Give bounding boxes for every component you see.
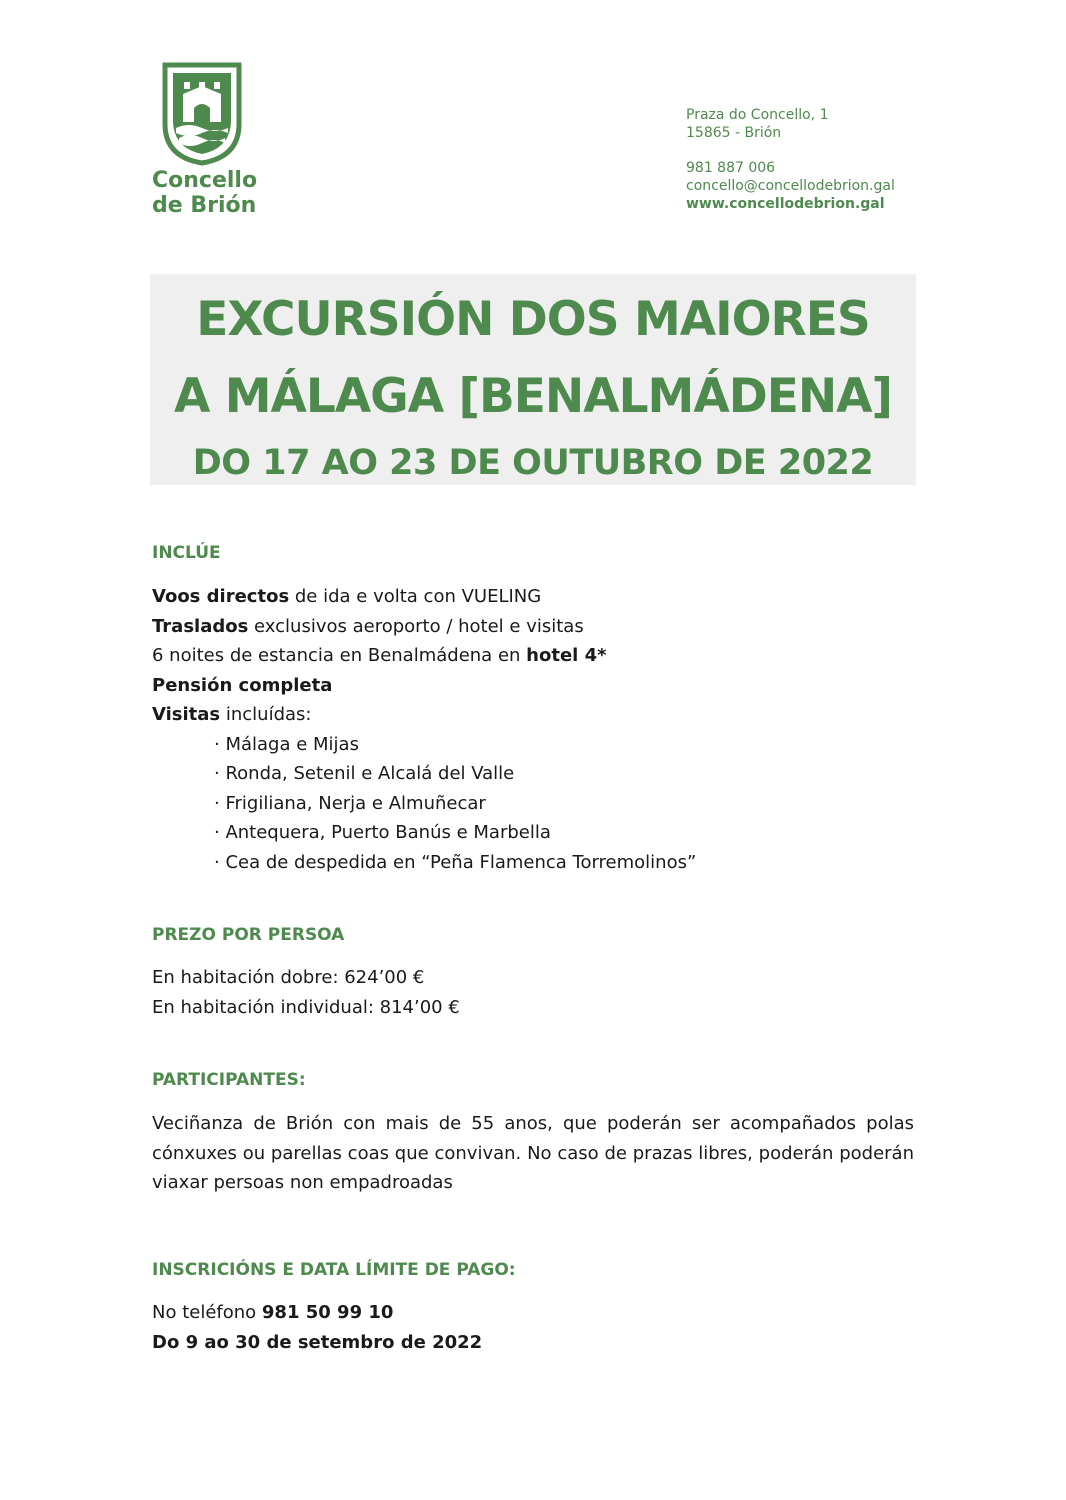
address-line1: Praza do Concello, 1 [686,107,829,123]
visit-item: · Ronda, Setenil e Alcalá del Valle [214,763,515,784]
title-line1: EXCURSIÓN DOS MAIORES [196,292,870,347]
inclue-list [152,582,696,877]
title-line2: A MÁLAGA [BENALMÁDENA] [173,369,893,424]
visit-item: · Cea de despedida en “Peña Flamenca Torremolinos” [214,851,697,873]
address-line2: 15865 - Brión [686,125,782,141]
visit-item: · Frigiliana, Nerja e Almuñecar [214,792,486,814]
section-heading-inclue: INCLÚE [152,543,221,563]
website-link[interactable]: www.concellodebrion.gal [686,196,885,212]
price-single: En habitación individual: 814’00 € [152,996,460,1018]
section-heading-participantes: PARTICIPANTES: [152,1070,306,1090]
inclue-item-board: Pensión completa [152,674,333,696]
prezo-list [152,963,460,1022]
logo-text-line1: Concello [152,168,258,193]
council-logo [152,62,262,218]
section-heading-inscricions: INSCRICIÓNS E DATA LÍMITE DE PAGO: [152,1260,516,1280]
email-link[interactable]: concello@concellodebrion.gal [686,178,895,194]
price-double: En habitación dobre: 624’00 € [152,967,425,988]
section-heading-prezo: PREZO POR PERSOA [152,925,345,945]
inclue-item-visits: Visitas incluídas: [152,704,312,725]
council-crest-icon [162,62,242,166]
contact-block [686,106,895,213]
registration-phone: No teléfono 981 50 99 10 [152,1302,394,1323]
phone-number: 981 887 006 [686,160,776,176]
participantes-text: Veciñanza de Brión con mais de 55 anos, que poderán ser acompañados polas cónxuxes ou parellas coas que convivan. No caso de prazas libres, poderán poderán viaxar persoas non empadroadas [152,1113,914,1193]
title-box [150,274,916,485]
registration-dates: Do 9 ao 30 de setembro de 2022 [152,1331,483,1353]
inscricions-list [152,1298,482,1357]
visit-item: · Málaga e Mijas [214,733,359,755]
inclue-item-flights: Voos directos de ida e volta con VUELING [152,586,542,607]
logo-text-line2: de Brión [152,193,257,218]
inclue-item-nights: 6 noites de estancia en Benalmádena en hotel 4* [152,645,607,666]
inclue-item-transfers: Traslados exclusivos aeroporto / hotel e visitas [152,615,584,637]
title-dates: DO 17 AO 23 DE OUTUBRO DE 2022 [192,443,874,483]
visit-item: · Antequera, Puerto Banús e Marbella [214,822,551,843]
